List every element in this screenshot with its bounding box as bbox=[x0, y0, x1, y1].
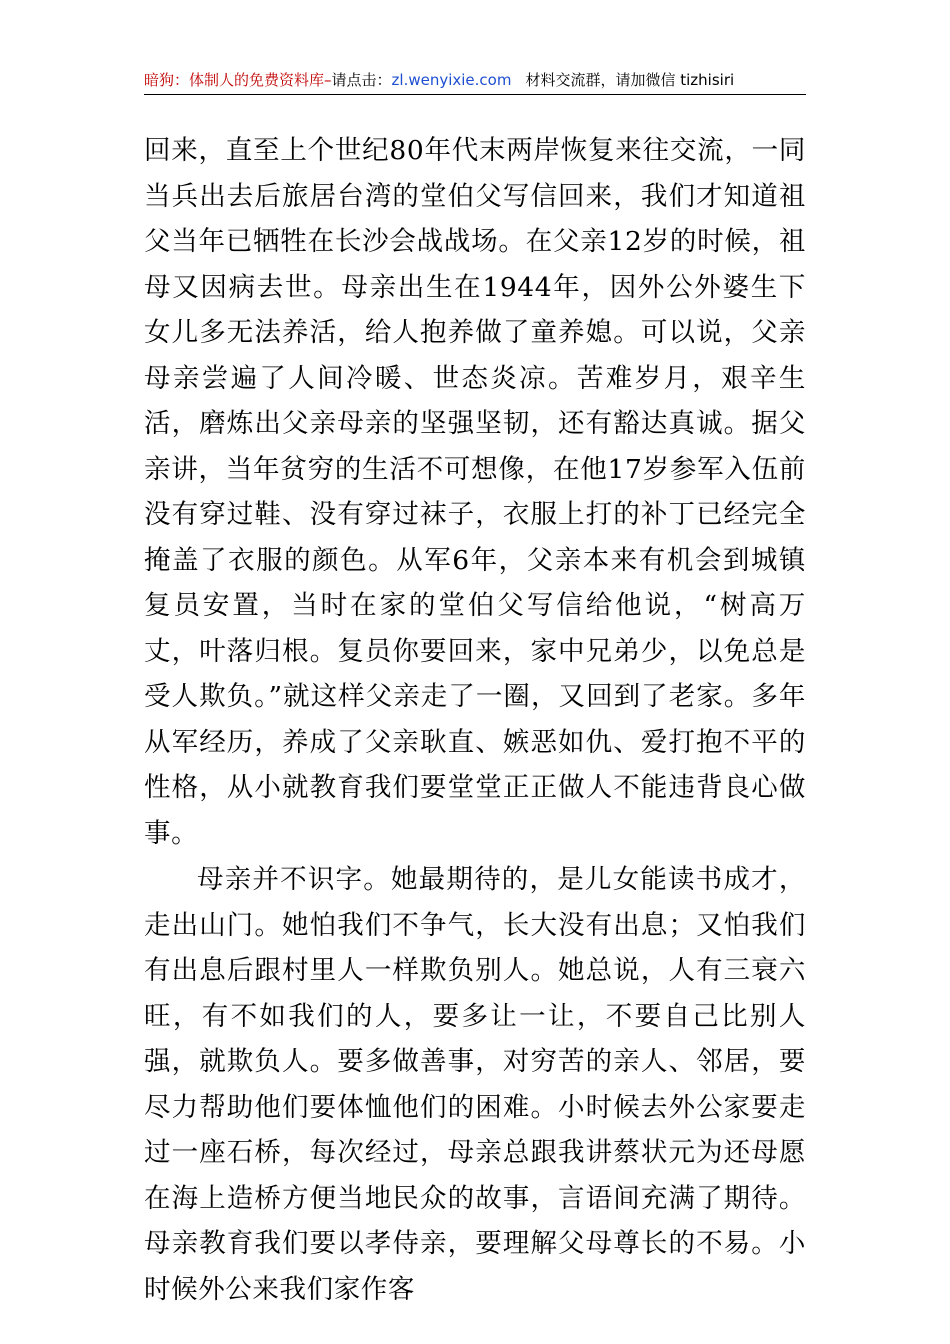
header-group-text: 材料交流群，请加微信 tizhisiri bbox=[525, 71, 735, 89]
header-separator: – bbox=[324, 71, 332, 89]
header-brand-text: 暗狗：体制人的免费资料库 bbox=[144, 71, 325, 89]
header-url-link[interactable]: zl.wenyixie.com bbox=[391, 71, 512, 89]
page-header bbox=[144, 66, 806, 95]
header-click-label: 请点击： bbox=[331, 71, 392, 89]
body-paragraph-1: 回来，直至上个世纪80年代末两岸恢复来往交流，一同当兵出去后旅居台湾的堂伯父写信回来，我们才知道祖父当年已牺牲在长沙会战战场。在父亲12岁的时候，祖母又因病去世。母亲出生在1944年，因外公外婆生下女儿多无法养活，给人抱养做了童养媳。可以说，父亲母亲尝遍了人间冷暖、世态炎凉。苦难岁月，艰辛生活，磨炼出父亲母亲的坚强坚韧，还有豁达真诚。据父亲讲，当年贫穷的生活不可想像，在他17岁参军入伍前没有穿过鞋、没有穿过袜子，衣服上打的补丁已经完全掩盖了衣服的颜色。从军6年，父亲本来有机会到城镇复员安置，当时在家的堂伯父写信给他说，“树高万丈，叶落归根。复员你要回来，家中兄弟少，以免总是受人欺负。”就这样父亲走了一圈，又回到了老家。多年从军经历，养成了父亲耿直、嫉恶如仇、爱打抱不平的性格，从小就教育我们要堂堂正正做人不能违背良心做事。 bbox=[144, 135, 806, 849]
body-paragraph-2: 母亲并不识字。她最期待的，是儿女能读书成才，走出山门。她怕我们不争气，长大没有出息；又怕我们有出息后跟村里人一样欺负别人。她总说，人有三衰六旺，有不如我们的人，要多让一让，不要自己比别人强，就欺负人。要多做善事，对穷苦的亲人、邻居，要尽力帮助他们要体恤他们的困难。小时候去外公家要走过一座石桥，每次经过，母亲总跟我讲蔡状元为还母愿在海上造桥方便当地民众的故事，言语间充满了期待。母亲教育我们要以孝侍亲，要理解父母尊长的不易。小时候外公来我们家作客 bbox=[144, 864, 806, 1305]
document-body bbox=[144, 128, 806, 1312]
